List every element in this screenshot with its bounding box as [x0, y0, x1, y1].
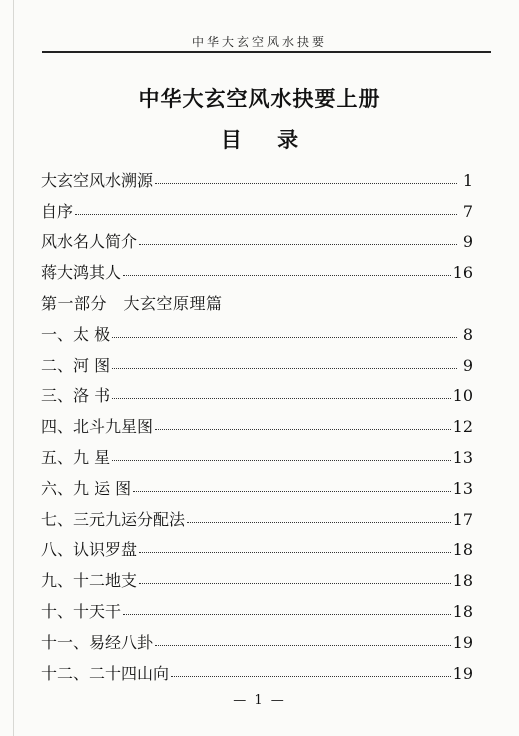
toc-entry	[41, 528, 473, 559]
toc-entry-label: 十、十天干	[41, 601, 122, 621]
toc-entry	[41, 651, 473, 682]
toc-entry-label: 风水名人简介	[41, 232, 138, 252]
toc-dot-leader	[112, 337, 457, 338]
toc-dot-leader	[112, 398, 451, 399]
toc-entry-label: 第一部分 大玄空原理篇	[41, 293, 223, 313]
toc-dot-leader	[123, 614, 451, 615]
toc-entry-label: 大玄空风水溯源	[41, 170, 154, 190]
toc-dot-leader	[155, 429, 451, 430]
toc-entry	[41, 374, 473, 405]
table-of-contents	[41, 158, 473, 682]
toc-dot-leader	[139, 583, 451, 584]
toc-entry-label: 十二、二十四山向	[41, 663, 170, 683]
toc-entry-page: 10	[452, 386, 473, 406]
toc-entry	[41, 404, 473, 435]
book-title: 中华大玄空风水抉要上册	[138, 86, 381, 111]
toc-entry	[41, 466, 473, 497]
page-number: — 1 —	[233, 693, 286, 708]
toc-dot-leader	[155, 645, 451, 646]
toc-entry-page: 13	[452, 447, 473, 467]
toc-entry	[41, 558, 473, 589]
toc-entry-label: 二、河 图	[41, 355, 111, 375]
toc-entry	[41, 250, 473, 281]
toc-dot-leader	[155, 183, 457, 184]
toc-dot-leader	[112, 460, 451, 461]
toc-entry	[41, 620, 473, 651]
toc-entry-label: 六、九 运 图	[41, 478, 132, 498]
toc-entry-label: 一、太 极	[41, 324, 111, 344]
toc-dot-leader	[133, 491, 450, 492]
toc-entry-label: 九、十二地支	[41, 571, 138, 591]
running-header: 中华大玄空风水抉要	[191, 35, 327, 49]
toc-entry-page: 7	[462, 201, 473, 221]
toc-entry-page: 16	[452, 263, 473, 283]
toc-entry-page: 13	[452, 478, 473, 498]
toc-entry-page: 1	[462, 170, 473, 190]
toc-entry-page: 18	[452, 571, 473, 591]
contents-heading: 目 录	[220, 127, 313, 152]
toc-entry-label: 七、三元九运分配法	[41, 509, 186, 529]
toc-entry	[41, 312, 473, 343]
toc-entry	[41, 158, 473, 189]
toc-entry	[41, 497, 473, 528]
toc-dot-leader	[123, 275, 451, 276]
toc-entry-page: 18	[452, 601, 473, 621]
toc-entry-label: 八、认识罗盘	[41, 540, 138, 560]
toc-entry-page: 12	[452, 417, 473, 437]
toc-entry-page: 19	[452, 663, 473, 683]
header-rule	[42, 51, 491, 53]
toc-entry-page: 9	[462, 232, 473, 252]
toc-entry-page: 18	[452, 540, 473, 560]
toc-entry	[41, 343, 473, 374]
toc-entry-page: 8	[462, 324, 473, 344]
toc-dot-leader	[139, 244, 457, 245]
toc-entry-page: 9	[462, 355, 473, 375]
toc-entry	[41, 220, 473, 251]
toc-dot-leader	[187, 522, 451, 523]
toc-dot-leader	[75, 214, 457, 215]
toc-entry-label: 十一、易经八卦	[41, 632, 154, 652]
toc-dot-leader	[139, 552, 451, 553]
toc-entry-label: 五、九 星	[41, 447, 111, 467]
toc-dot-leader	[112, 368, 457, 369]
toc-dot-leader	[171, 676, 451, 677]
toc-entry	[41, 189, 473, 220]
toc-entry-label: 三、洛 书	[41, 386, 111, 406]
toc-entry-page: 19	[452, 632, 473, 652]
toc-entry-label: 自序	[41, 201, 74, 221]
toc-entry	[41, 435, 473, 466]
toc-entry-label: 蒋大鸿其人	[41, 263, 122, 283]
toc-entry-label: 四、北斗九星图	[41, 417, 154, 437]
toc-section-heading	[41, 281, 473, 312]
toc-entry	[41, 589, 473, 620]
toc-entry-page: 17	[452, 509, 473, 529]
